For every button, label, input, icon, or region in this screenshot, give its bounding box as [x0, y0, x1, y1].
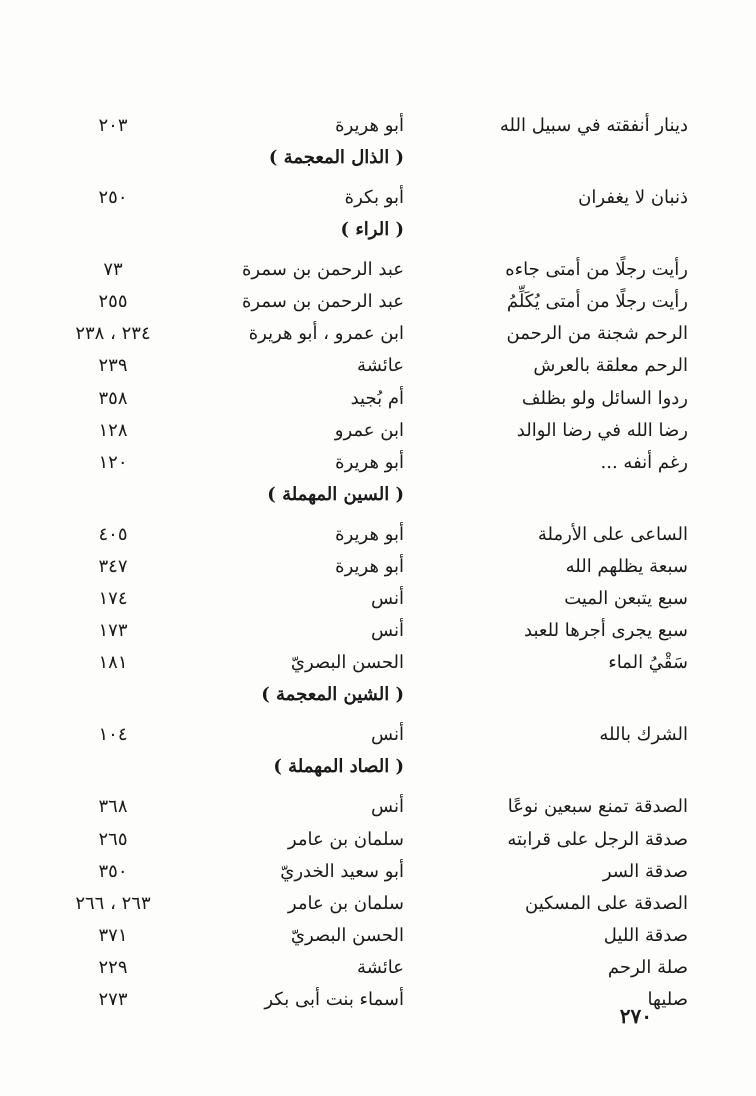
hadith-text: الرحم شجنة من الرحمن	[506, 323, 688, 345]
index-row	[0, 319, 756, 351]
index-row	[0, 857, 756, 889]
page-reference: ٢٠٣	[98, 115, 128, 136]
page-reference: ١٠٤	[98, 724, 128, 746]
narrator-name: أبو هريرة	[335, 115, 404, 136]
index-row	[0, 648, 756, 680]
narrator-name: الحسن البصريّ	[290, 924, 404, 946]
narrator-name: عائشة	[357, 956, 404, 978]
index-row	[0, 416, 756, 448]
hadith-text: رأيت رجلًا من أمتى يُكَلِّمُ	[506, 291, 688, 313]
index-row	[0, 552, 756, 584]
narrator-name: سلمان بن عامر	[287, 892, 404, 914]
narrator-name: أبو سعيد الخدريّ	[280, 860, 404, 882]
page-reference: ٢٧٣	[98, 988, 128, 1010]
hadith-text: ردوا السائل ولو بظلف	[521, 387, 688, 409]
hadith-text: الساعى على الأرملة	[537, 523, 688, 545]
index-row	[0, 351, 756, 383]
hadith-text: صدقة السر	[602, 860, 688, 882]
page-reference: ٢٣٩	[98, 355, 128, 377]
index-row	[0, 520, 756, 552]
hadith-text: الصدقة تمنع سبعين نوعًا	[507, 796, 688, 818]
page-reference: ٣٦٨	[98, 796, 128, 818]
index-row	[0, 889, 756, 921]
page-reference: ٣٧١	[98, 924, 128, 946]
narrator-name: أنس	[371, 724, 404, 746]
page-reference: ١٧٣	[98, 620, 128, 642]
page-reference: ٢٦٣ ، ٢٦٦	[75, 892, 151, 914]
narrator-name: أنس	[371, 796, 404, 818]
index-row	[0, 384, 756, 416]
page-reference: ٣٥٠	[98, 860, 128, 882]
hadith-text: الصدقة على المسكين	[525, 892, 688, 914]
narrator-name: أبو هريرة	[335, 555, 404, 577]
narrator-name: أبو هريرة	[335, 451, 404, 473]
hadith-text: دينار أنفقته في سبيل الله	[499, 115, 688, 136]
page-reference: ٣٥٨	[98, 387, 128, 409]
narrator-name: عبد الرحمن بن سمرة	[242, 259, 404, 281]
section-heading: ( الصاد المهملة )	[273, 756, 404, 778]
page-reference: ٢٥٥	[98, 291, 128, 313]
page-reference: ٢٥٠	[98, 187, 128, 209]
page-reference: ٢٦٥	[98, 828, 128, 850]
page-reference: ٣٤٧	[98, 555, 128, 577]
hadith-text: صدقة الرجل على قرابته	[507, 828, 688, 850]
hadith-text: سبع يجرى أجرها للعبد	[524, 620, 688, 642]
index-row	[0, 255, 756, 287]
index-row	[0, 792, 756, 824]
hadith-text: صلة الرحم	[607, 956, 688, 978]
page-reference: ٢٣٤ ، ٢٣٨	[75, 323, 151, 345]
section-heading-row	[0, 215, 756, 255]
section-heading-row	[0, 680, 756, 720]
index-row	[0, 720, 756, 752]
index-row	[0, 287, 756, 319]
section-heading: ( الراء )	[340, 219, 404, 241]
page-reference: ١٧٤	[98, 588, 128, 610]
hadith-text: رغم أنفه ...	[600, 451, 688, 473]
index-row	[0, 111, 756, 143]
narrator-name: أنس	[371, 620, 404, 642]
narrator-name: ابن عمرو	[334, 419, 404, 441]
hadith-text: سَقْيُ الماء	[608, 652, 688, 674]
index-row	[0, 448, 756, 480]
narrator-name: عبد الرحمن بن سمرة	[242, 291, 404, 313]
section-heading: ( السين المهملة )	[267, 483, 404, 505]
index-row	[0, 825, 756, 857]
section-heading-row	[0, 480, 756, 520]
page-reference: ١٢٠	[98, 451, 128, 473]
section-heading: ( الذال المعجمة )	[268, 147, 404, 169]
index-row	[0, 921, 756, 953]
page-reference: ١٨١	[98, 652, 128, 674]
narrator-name: أبو بكرة	[344, 187, 404, 209]
section-heading-row	[0, 143, 756, 183]
narrator-name: أنس	[371, 588, 404, 610]
hadith-text: الرحم معلقة بالعرش	[533, 355, 688, 377]
page-reference: ٧٣	[103, 259, 123, 281]
hadith-text: صدقة الليل	[603, 924, 688, 946]
section-heading-row	[0, 752, 756, 792]
hadith-text: رضا الله في رضا الوالد	[516, 419, 688, 441]
narrator-name: سلمان بن عامر	[287, 828, 404, 850]
narrator-name: أم بُجيد	[350, 387, 404, 409]
hadith-text: سبعة يظلهم الله	[565, 555, 688, 577]
hadith-text: صليها	[647, 988, 688, 1010]
narrator-name: أسماء بنت أبى بكر	[264, 988, 404, 1010]
section-heading: ( الشين المعجمة )	[261, 684, 404, 706]
narrator-name: أبو هريرة	[335, 523, 404, 545]
index-row	[0, 953, 756, 985]
page-number: ٢٧٠	[619, 1004, 652, 1028]
page-reference: ١٢٨	[98, 419, 128, 441]
narrator-name: ابن عمرو ، أبو هريرة	[248, 323, 404, 345]
hadith-text: رأيت رجلًا من أمتى جاءه	[505, 259, 688, 281]
hadith-index-table	[0, 111, 756, 1017]
index-row	[0, 616, 756, 648]
hadith-text: الشرك بالله	[599, 724, 688, 746]
index-row	[0, 183, 756, 215]
narrator-name: الحسن البصريّ	[290, 652, 404, 674]
page-reference: ٢٢٩	[98, 956, 128, 978]
narrator-name: عائشة	[357, 355, 404, 377]
index-row	[0, 584, 756, 616]
page-reference: ٤٠٥	[98, 523, 128, 545]
hadith-text: ذنبان لا يغفران	[578, 187, 688, 209]
hadith-text: سبع يتبعن الميت	[564, 588, 688, 610]
